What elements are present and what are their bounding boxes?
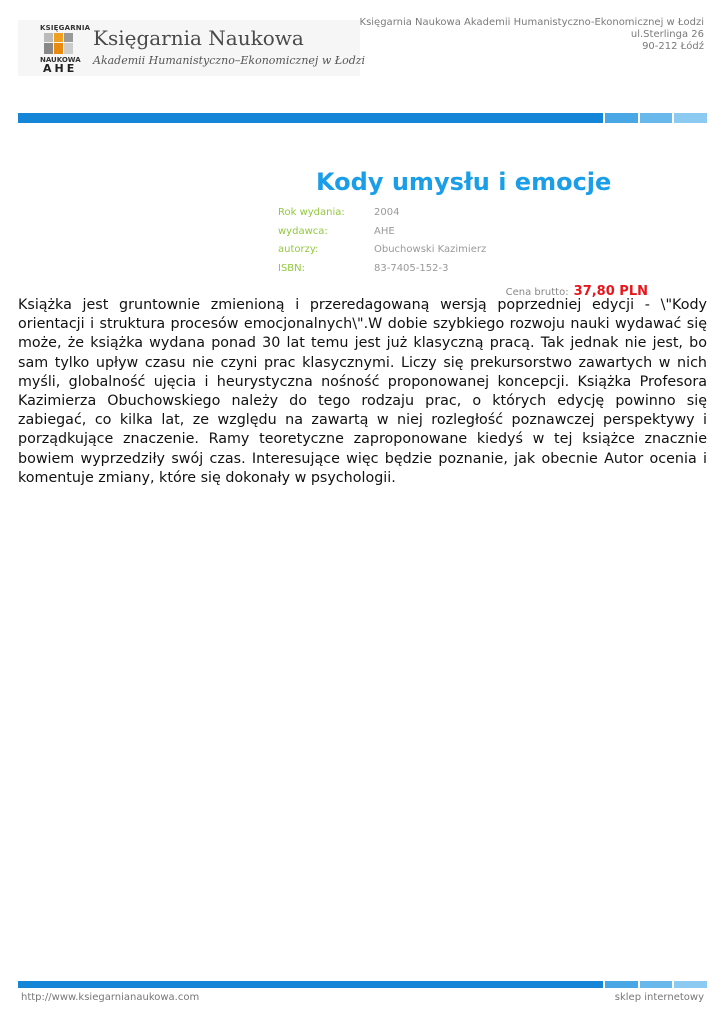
bar-segment-main [18, 113, 603, 123]
spec-label: Rok wydania: [278, 207, 345, 218]
logo-store-name: Księgarnia Naukowa [93, 26, 304, 50]
header-divider-bar [18, 113, 707, 123]
address-line-2: ul.Sterlinga 26 [630, 29, 704, 40]
logo-middle-word: NAUKOWA [40, 56, 81, 64]
bar-segment-3 [674, 981, 707, 988]
logo-acronym: AHE [43, 62, 78, 75]
store-logo[interactable] [18, 20, 366, 76]
logo-store-subtitle: Akademii Humanistyczno–Ekonomicznej w Łodzi [93, 54, 366, 67]
bar-segment-2 [640, 113, 672, 123]
price-label: Cena brutto: [505, 287, 569, 298]
bar-segment-1 [605, 981, 638, 988]
product-title: Kody umysłu i emocje [316, 168, 612, 196]
price-value: 37,80 PLN [573, 284, 648, 299]
footer-divider-bar [18, 981, 707, 988]
bar-segment-1 [605, 113, 638, 123]
product-description: Książka jest gruntownie zmienioną i przeredagowaną wersją poprzedniej edycji - \"Kody orientacji i struktura procesów emocjonalnych\".W dobie szybkiego rozwoju nauki wydawać się może, że książka wydana ponad 30 lat temu jest już klasyczną pracą. Tak jednak nie jest, bo sam tylko upływ czasu nie czyni prac klasycznymi. Liczy się prekursorstwo zawartych w nich myśli, globalność ujęcia i heurystyczna nośność proponowanej koncepcji. Książka Profesora Kazimierza Obuchowskiego należy do tego rodzaju prac, o których edycję powinno się zabiegać, co kilka lat, ze względu na zawartą w niej rozległość poznawczej perspektywy i porządkujące znaczenie. Ramy teoretyczne zaproponowane kiedyś w tej książce znacznie bowiem wyprzedziły swój czas. Interesujące więc będzie poznanie, jak obecnie Autor ocenia i komentuje zmiany, które się dokonały w psychologii. [18, 297, 707, 486]
address-line-3: 90-212 Łódź [642, 41, 704, 52]
bar-segment-3 [674, 113, 707, 123]
spec-value: Obuchowski Kazimierz [374, 244, 487, 256]
spec-label: ISBN: [278, 262, 306, 274]
spec-label: wydawca: [278, 225, 328, 237]
spec-value: 2004 [374, 207, 400, 218]
spec-value: 83-7405-152-3 [374, 262, 449, 274]
logo-squares-icon [44, 33, 76, 55]
footer-tagline: sklep internetowy [614, 992, 704, 1003]
spec-value: AHE [374, 225, 395, 237]
store-address [360, 17, 704, 53]
footer-url-link[interactable]: http://www.ksiegarnianaukowa.com [21, 992, 200, 1003]
spec-label: autorzy: [278, 244, 319, 256]
logo-top-word: KSIĘGARNIA [40, 24, 91, 32]
bar-segment-main [18, 981, 603, 988]
bar-segment-2 [640, 981, 672, 988]
address-line-1: Księgarnia Naukowa Akademii Humanistyczno-Ekonomicznej w Łodzi [359, 17, 704, 28]
logo-emblem [40, 24, 91, 75]
